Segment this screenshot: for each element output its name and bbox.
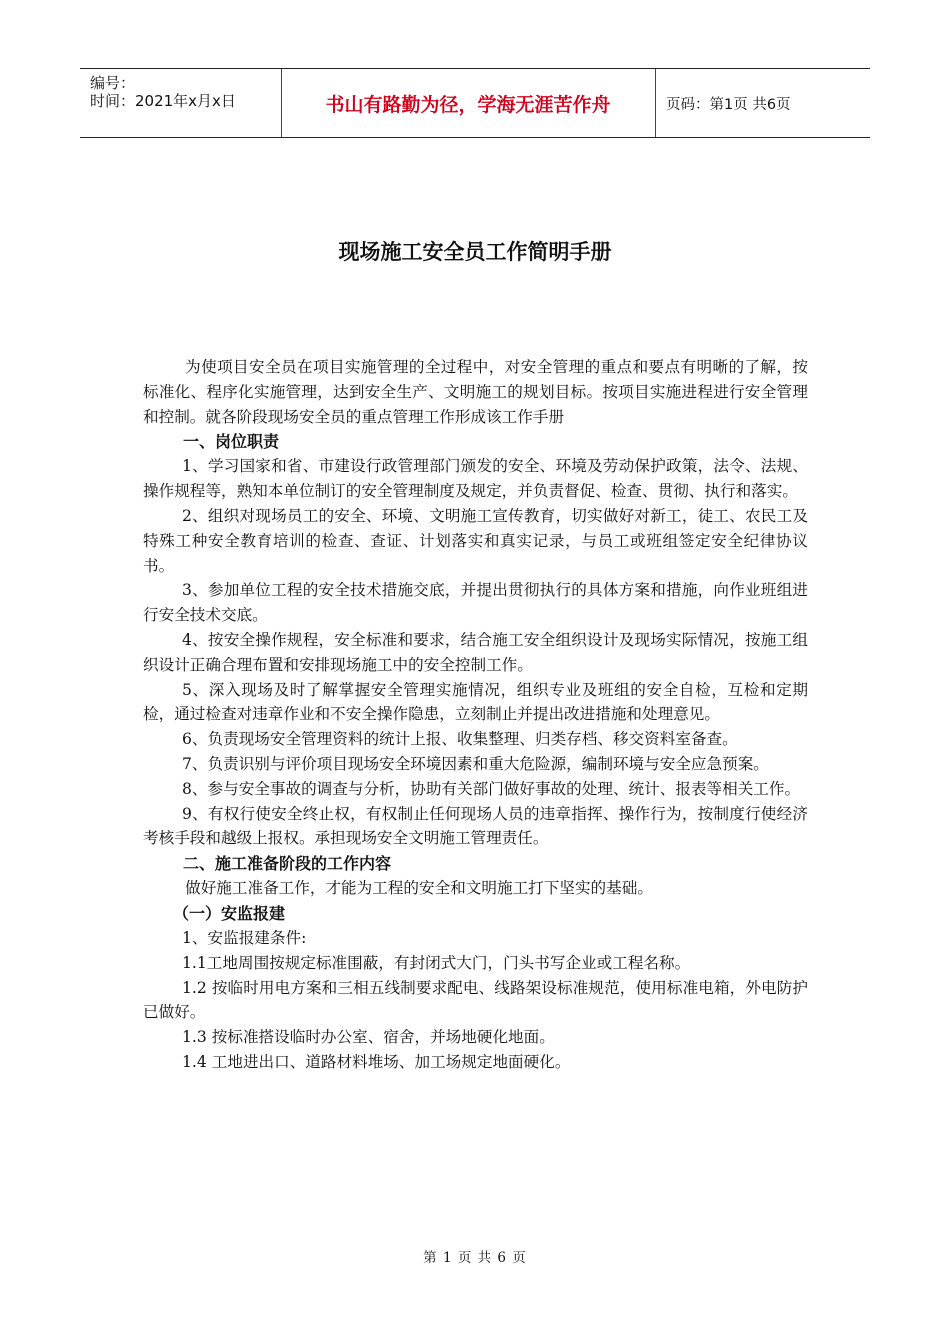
- duty-item: 8、参与安全事故的调查与分析，协助有关部门做好事故的处理、统计、报表等相关工作。: [182, 779, 801, 798]
- duty-item: 4、按安全操作规程，安全标准和要求，结合施工安全组织设计及现场实际情况，按施工组织设计正确合理布置和安排现场施工中的安全控制工作。: [143, 630, 808, 674]
- registration-item: 1.2 按临时用电方案和三相五线制要求配电、线路架设标准规范，使用标准电箱，外电防护已做好。: [143, 978, 808, 1022]
- header-meta: [80, 69, 280, 137]
- section-heading-preparation: 二、施工准备阶段的工作内容: [183, 854, 392, 874]
- registration-item: 1.1工地周围按规定标准围蔽，有封闭式大门，门头书写企业或工程名称。: [182, 953, 691, 972]
- duty-item: 1、学习国家和省、市建设行政管理部门颁发的安全、环境及劳动保护政策，法令、法规、操作规程等，熟知本单位制订的安全管理制度及规定，并负责督促、检查、贯彻、执行和落实。: [143, 457, 808, 501]
- duty-item: 7、负责识别与评价项目现场安全环境因素和重大危险源，编制环境与安全应急预案。: [182, 754, 769, 773]
- registration-item: 1.4 工地进出口、道路材料堆场、加工场规定地面硬化。: [182, 1052, 571, 1071]
- document-number-label: 编号：: [90, 74, 136, 92]
- registration-item: 1.3 按标准搭设临时办公室、宿舍，并场地硬化地面。: [182, 1028, 555, 1047]
- duty-item: 2、组织对现场员工的安全、环境、文明施工宣传教育，切实做好对新工，徒工、农民工及特殊工种安全教育培训的检查、查证、计划落实和真实记录，与员工或班组签定安全纪律协议书。: [143, 506, 808, 575]
- header-page-info: 页码：第1页 共6页: [666, 96, 791, 113]
- document-title: 现场施工安全员工作简明手册: [338, 240, 612, 264]
- preparation-intro: 做好施工准备工作，才能为工程的安全和文明施工打下坚实的基础。: [185, 879, 653, 898]
- subsection-heading-registration: （一）安监报建: [173, 903, 286, 923]
- intro-paragraph: 为使项目安全员在项目实施管理的全过程中，对安全管理的重点和要点有明晰的了解，按标准化、程序化实施管理，达到安全生产、文明施工的规划目标。按项目实施进程进行安全管理和控制。就各阶段现场安全员的重点管理工作形成该工作手册: [143, 358, 808, 426]
- duty-item: 6、负责现场安全管理资料的统计上报、收集整理、归类存档、移交资料室备查。: [182, 730, 738, 749]
- header-divider: [655, 69, 656, 137]
- section-heading-duties: 一、岗位职责: [183, 432, 280, 452]
- duty-item: 5、深入现场及时了解掌握安全管理实施情况，组织专业及班组的安全自检，互检和定期检，通过检查对违章作业和不安全操作隐患，立刻制止并提出改进措施和处理意见。: [143, 680, 808, 724]
- page-footer: 第 1 页 共 6 页: [423, 1250, 527, 1266]
- duty-item: 9、有权行使安全终止权，有权制止任何现场人员的违章指挥、操作行为，按制度行使经济考核手段和越级上报权。承担现场安全文明施工管理责任。: [143, 804, 808, 848]
- document-body: [143, 355, 808, 1075]
- registration-item: 1、安监报建条件:: [182, 928, 307, 947]
- document-header: [80, 68, 870, 138]
- header-motto: 书山有路勤为径，学海无涯苦作舟: [325, 93, 611, 116]
- document-time-label: 时间：2021年x月x日: [90, 92, 236, 110]
- duty-item: 3、参加单位工程的安全技术措施交底，并提出贯彻执行的具体方案和措施，向作业班组进行安全技术交底。: [143, 581, 808, 625]
